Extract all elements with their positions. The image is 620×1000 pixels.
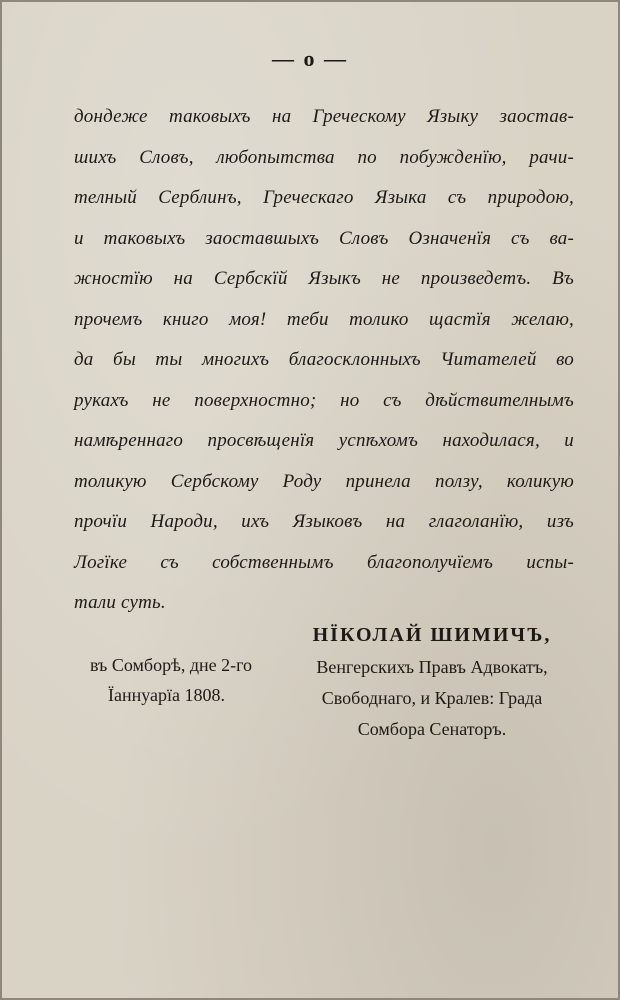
page-header: — о — <box>272 46 348 71</box>
text-line: Логїке съ собственнымъ благополучїемъ испы- <box>74 551 574 573</box>
author-title-line: Венгерскихъ Правъ Адвокатъ, <box>316 657 548 677</box>
place-date-line: Їаннуарїа 1808. <box>108 685 225 705</box>
place-date <box>90 650 252 710</box>
text-line: да бы ты многихъ благосклонныхъ Читателей во <box>74 349 574 370</box>
text-line: тали суть. <box>74 592 166 613</box>
author-title-line: Свободнаго, и Кралев: Града <box>321 688 543 708</box>
text-line: прочїи Народи, ихъ Языковъ на глаголанїю, изъ <box>74 511 574 532</box>
text-line: телный Серблинъ, Греческаго Языка съ природою, <box>74 187 574 208</box>
text-line: намѣреннаго просвѣщенїя успѣхомъ находилася, и <box>74 430 574 451</box>
body-text <box>74 97 574 624</box>
author-name: НЇКОЛАЙ ШИМИЧЪ, <box>312 624 552 646</box>
author-title-line: Сомбора Сенаторъ. <box>357 719 507 739</box>
text-line: шихъ Словъ, любопытства по побужденїю, рачи- <box>74 146 574 168</box>
text-line: и таковыхъ заоставшыхъ Словъ Означенїя съ ва- <box>74 227 574 249</box>
text-line: рукахъ не поверхностно; но съ дѣйствителнымъ <box>74 389 574 411</box>
text-line: жностїю на Сербскїй Языкъ не произведетъ. Въ <box>74 268 574 289</box>
signature-block <box>272 620 592 745</box>
text-line: дондеже таковыхъ на Греческому Языку заостав- <box>74 106 574 127</box>
place-date-line: въ Сомборѣ, дне 2-го <box>90 655 253 675</box>
text-line: толикую Сербскому Роду принела ползу, коликую <box>74 470 574 492</box>
text-line: прочемъ книго моя! теби толико щастїя желаю, <box>74 308 574 330</box>
